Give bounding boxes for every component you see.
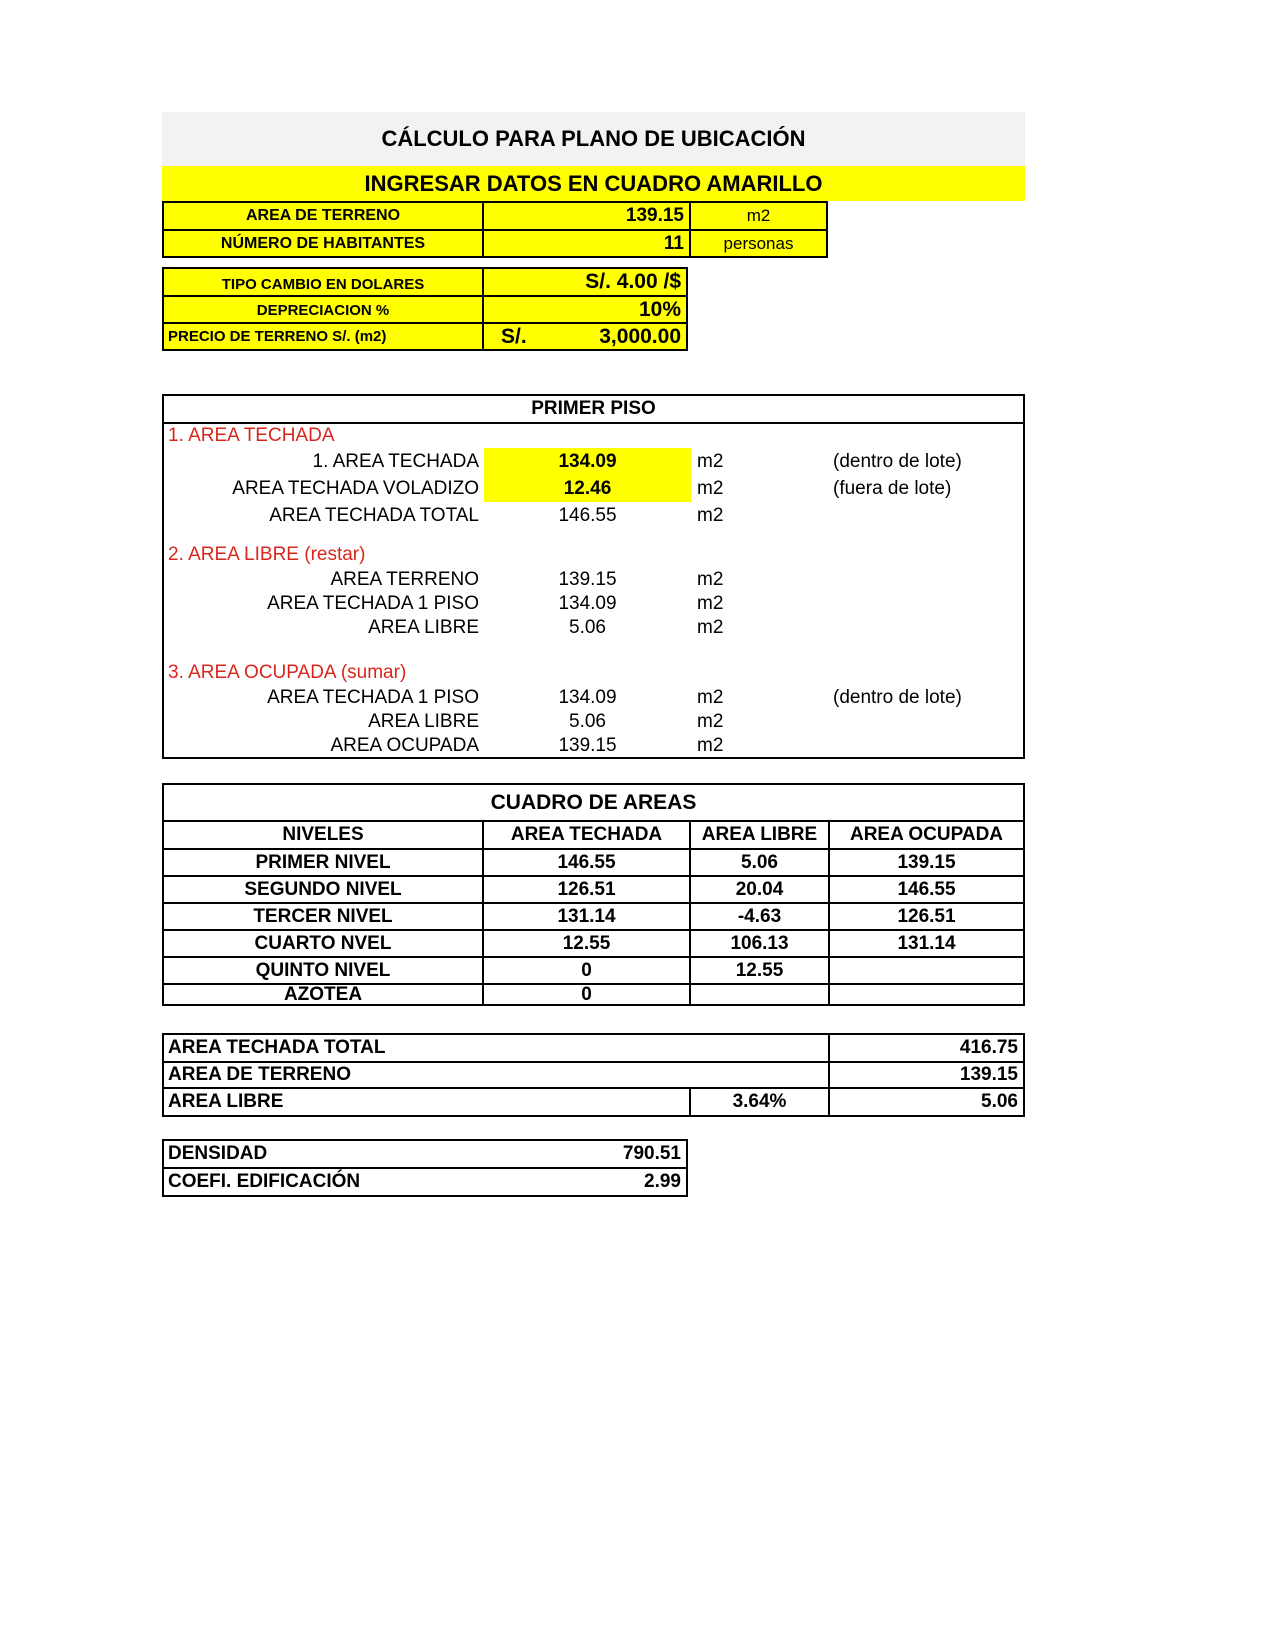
row-value: 134.09	[558, 687, 617, 708]
habitantes-unit: personas	[723, 233, 794, 253]
area-techada-input[interactable]: 134.09	[484, 448, 691, 475]
table-cell: 146.55	[897, 878, 956, 900]
table-cell	[830, 985, 1023, 1004]
densidad-label: DENSIDAD	[168, 1143, 268, 1164]
row-label: 1. AREA TECHADA	[312, 450, 479, 472]
table-cell: 126.51	[557, 878, 616, 900]
precio-terreno-label: PRECIO DE TERRENO S/. (m2)	[168, 328, 387, 345]
indices-table	[162, 1139, 688, 1197]
total-libre-value: 5.06	[981, 1091, 1018, 1112]
tipo-cambio-label: TIPO CAMBIO EN DOLARES	[221, 275, 425, 293]
row-label: AREA TECHADA 1 PISO	[267, 593, 479, 614]
coeficiente-value: 2.99	[644, 1171, 681, 1192]
input-table-economic	[162, 267, 688, 351]
row-label: AREA TECHADA VOLADIZO	[232, 477, 479, 499]
row-note: (dentro de lote)	[833, 450, 962, 472]
total-libre-label: AREA LIBRE	[168, 1091, 284, 1112]
col-header-area-techada: AREA TECHADA	[510, 824, 663, 845]
cuadro-areas-table	[162, 783, 1025, 1006]
row-value: 139.15	[558, 569, 617, 590]
total-terreno-value: 139.15	[959, 1064, 1018, 1085]
row-unit: m2	[697, 711, 724, 732]
row-unit: m2	[697, 450, 724, 472]
table-cell: 5.06	[741, 851, 778, 873]
depreciacion-input[interactable]: 10%	[638, 297, 681, 321]
row-label: AREA LIBRE	[368, 711, 479, 732]
page-subtitle: INGRESAR DATOS EN CUADRO AMARILLO	[162, 166, 1025, 201]
table-cell: 131.14	[897, 932, 956, 954]
row-unit: m2	[697, 734, 724, 756]
section-area-ocupada-heading: 3. AREA OCUPADA (sumar)	[168, 662, 407, 683]
table-cell-nivel: SEGUNDO NIVEL	[244, 878, 402, 900]
row-value: 5.06	[569, 617, 606, 638]
total-libre-percent: 3.64%	[732, 1091, 787, 1112]
habitantes-label: NÚMERO DE HABITANTES	[220, 234, 426, 252]
row-note: (fuera de lote)	[833, 477, 952, 499]
totals-table	[162, 1033, 1025, 1117]
row-label: AREA OCUPADA	[330, 734, 479, 756]
row-unit: m2	[697, 569, 724, 590]
coeficiente-label: COEFI. EDIFICACIÓN	[168, 1171, 361, 1192]
page-title: CÁLCULO PARA PLANO DE UBICACIÓN	[162, 112, 1025, 166]
row-unit: m2	[697, 617, 724, 638]
depreciacion-label: DEPRECIACION %	[256, 302, 390, 319]
row-label: AREA LIBRE	[368, 617, 479, 638]
table-cell: 106.13	[730, 932, 789, 954]
table-cell: 126.51	[897, 905, 956, 927]
total-techada-label: AREA TECHADA TOTAL	[168, 1037, 386, 1058]
input-table-area	[162, 201, 828, 258]
primer-piso-title: PRIMER PISO	[531, 398, 656, 419]
table-cell-nivel: PRIMER NIVEL	[255, 851, 391, 873]
area-terreno-unit: m2	[746, 206, 771, 225]
table-cell: 20.04	[735, 878, 784, 900]
table-cell: 139.15	[897, 851, 956, 873]
row-label: AREA TECHADA TOTAL	[269, 504, 479, 526]
cuadro-title: CUADRO DE AREAS	[490, 790, 697, 814]
row-value: 134.09	[558, 593, 617, 614]
table-cell: 146.55	[557, 851, 616, 873]
col-header-area-ocupada: AREA OCUPADA	[849, 824, 1004, 845]
habitantes-input[interactable]: 11	[663, 232, 684, 254]
table-cell-nivel: CUARTO NVEL	[254, 932, 392, 954]
row-label: AREA TECHADA 1 PISO	[267, 687, 479, 708]
table-cell: -4.63	[737, 905, 782, 927]
table-cell: 12.55	[735, 959, 784, 981]
primer-piso-panel	[162, 394, 1025, 759]
col-header-area-libre: AREA LIBRE	[701, 824, 818, 845]
table-cell: 12.55	[562, 932, 611, 954]
table-cell: 131.14	[557, 905, 616, 927]
table-cell: 0	[581, 985, 592, 1004]
row-value: 5.06	[569, 711, 606, 732]
area-terreno-input[interactable]: 139.15	[625, 205, 684, 226]
densidad-value: 790.51	[622, 1143, 681, 1164]
col-header-niveles: NIVELES	[282, 824, 364, 845]
total-terreno-label: AREA DE TERRENO	[168, 1064, 351, 1085]
area-terreno-label: AREA DE TERRENO	[245, 207, 401, 224]
total-techada-value: 416.75	[959, 1037, 1018, 1058]
section-area-techada-heading: 1. AREA TECHADA	[168, 425, 335, 446]
row-value: 139.15	[558, 734, 617, 756]
row-unit: m2	[697, 477, 724, 499]
precio-terreno-input[interactable]: 3,000.00	[599, 324, 681, 348]
precio-terreno-currency: S/.	[501, 324, 527, 348]
section-area-libre-heading: 2. AREA LIBRE (restar)	[168, 544, 366, 565]
row-unit: m2	[697, 504, 724, 526]
tipo-cambio-input[interactable]: S/. 4.00 /$	[585, 270, 681, 293]
row-unit: m2	[697, 687, 724, 708]
table-cell	[830, 958, 1023, 983]
row-value: 146.55	[558, 504, 617, 526]
table-cell-nivel: TERCER NIVEL	[253, 905, 393, 927]
table-cell: 0	[581, 959, 592, 981]
row-note: (dentro de lote)	[833, 687, 962, 708]
row-label: AREA TERRENO	[330, 569, 479, 590]
voladizo-input[interactable]: 12.46	[484, 475, 691, 502]
row-unit: m2	[697, 593, 724, 614]
table-cell-nivel: QUINTO NIVEL	[255, 959, 391, 981]
table-cell-nivel: AZOTEA	[283, 985, 363, 1004]
table-cell	[691, 985, 828, 1004]
